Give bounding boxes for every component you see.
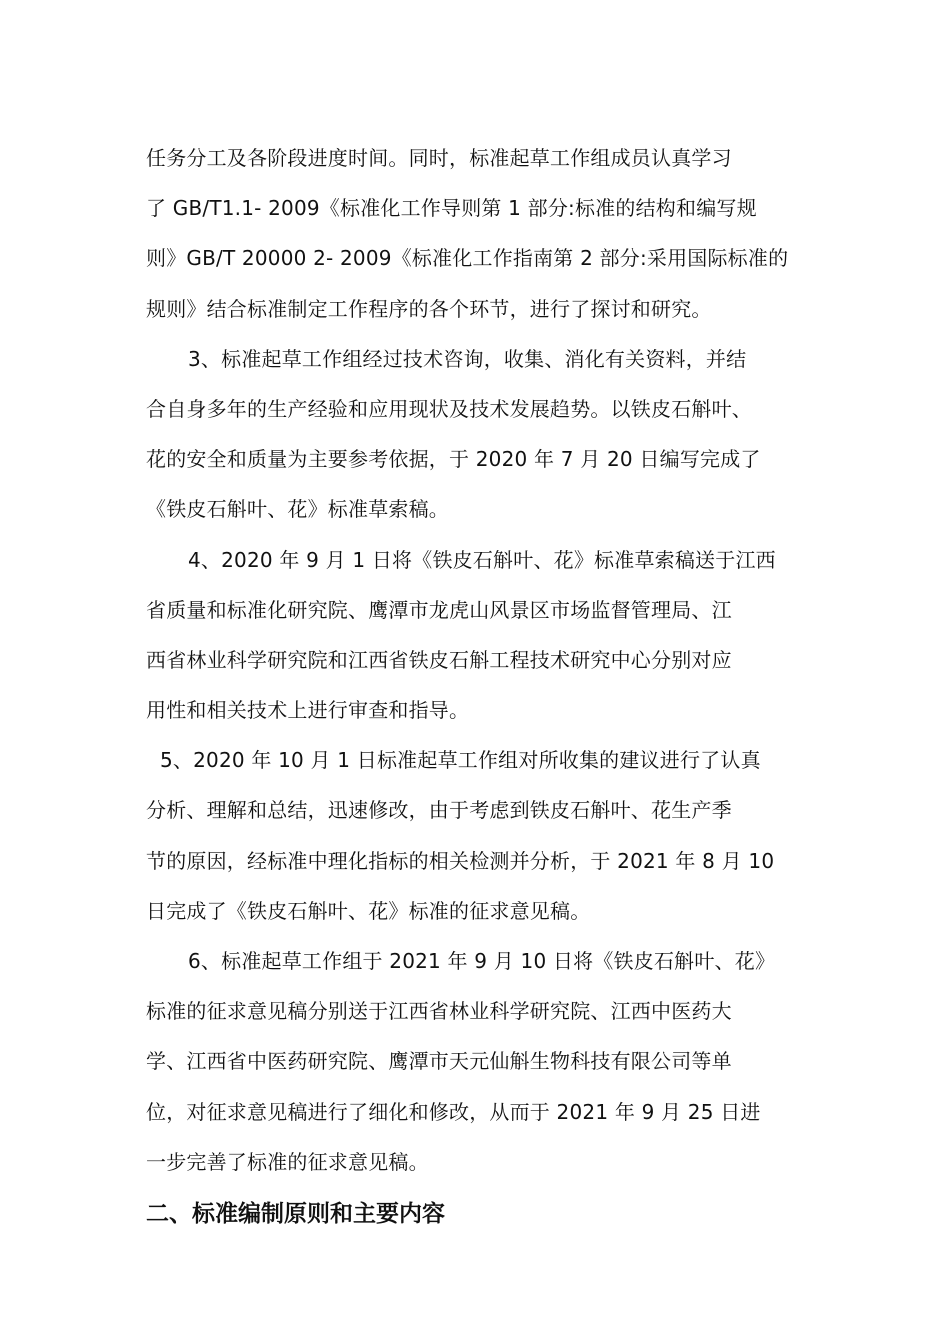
body-line: 则》GB/T 20000 2- 2009《标准化工作指南第 2 部分:采用国际标准的 xyxy=(146,246,789,271)
body-line: 节的原因，经标准中理化指标的相关检测并分析，于 2021 年 8 月 10 xyxy=(146,848,775,873)
body-line: 一步完善了标准的征求意见稿。 xyxy=(146,1149,429,1174)
body-line: 了 GB/T1.1- 2009《标准化工作导则第 1 部分:标准的结构和编写规 xyxy=(146,196,757,221)
body-line: 西省林业科学研究院和江西省铁皮石斛工程技术研究中心分别对应 xyxy=(146,647,732,672)
body-line: 日完成了《铁皮石斛叶、花》标准的征求意见稿。 xyxy=(146,898,591,923)
paragraph-3-start: 3、标准起草工作组经过技术咨询，收集、消化有关资料，并结 xyxy=(188,346,747,371)
document-body xyxy=(146,133,816,1238)
paragraph-5-start: 5、2020 年 10 月 1 日标准起草工作组对所收集的建议进行了认真 xyxy=(160,748,761,773)
paragraph-4-start: 4、2020 年 9 月 1 日将《铁皮石斛叶、花》标准草索稿送于江西 xyxy=(188,547,776,572)
body-line: 用性和相关技术上进行审查和指导。 xyxy=(146,698,470,723)
paragraph-6-start: 6、标准起草工作组于 2021 年 9 月 10 日将《铁皮石斛叶、花》 xyxy=(188,949,776,973)
body-line: 合自身多年的生产经验和应用现状及技术发展趋势。以铁皮石斛叶、 xyxy=(146,396,752,421)
body-line: 省质量和标准化研究院、鹰潭市龙虎山风景区市场监督管理局、江 xyxy=(146,597,732,622)
body-line: 任务分工及各阶段进度时间。同时，标准起草工作组成员认真学习 xyxy=(146,146,732,170)
body-line: 花的安全和质量为主要参考依据，于 2020 年 7 月 20 日编写完成了 xyxy=(146,447,761,472)
body-line: 学、江西省中医药研究院、鹰潭市天元仙斛生物科技有限公司等单 xyxy=(146,1049,732,1074)
body-line: 《铁皮石斛叶、花》标准草索稿。 xyxy=(146,497,449,522)
body-line: 位，对征求意见稿进行了细化和修改，从而于 2021 年 9 月 25 日进 xyxy=(146,1099,761,1124)
body-line: 分析、理解和总结，迅速修改，由于考虑到铁皮石斛叶、花生产季 xyxy=(146,798,732,823)
body-line: 标准的征求意见稿分别送于江西省林业科学研究院、江西中医药大 xyxy=(146,999,732,1024)
body-line: 规则》结合标准制定工作程序的各个环节，进行了探讨和研究。 xyxy=(146,296,712,321)
section-heading: 二、标准编制原则和主要内容 xyxy=(146,1200,445,1227)
